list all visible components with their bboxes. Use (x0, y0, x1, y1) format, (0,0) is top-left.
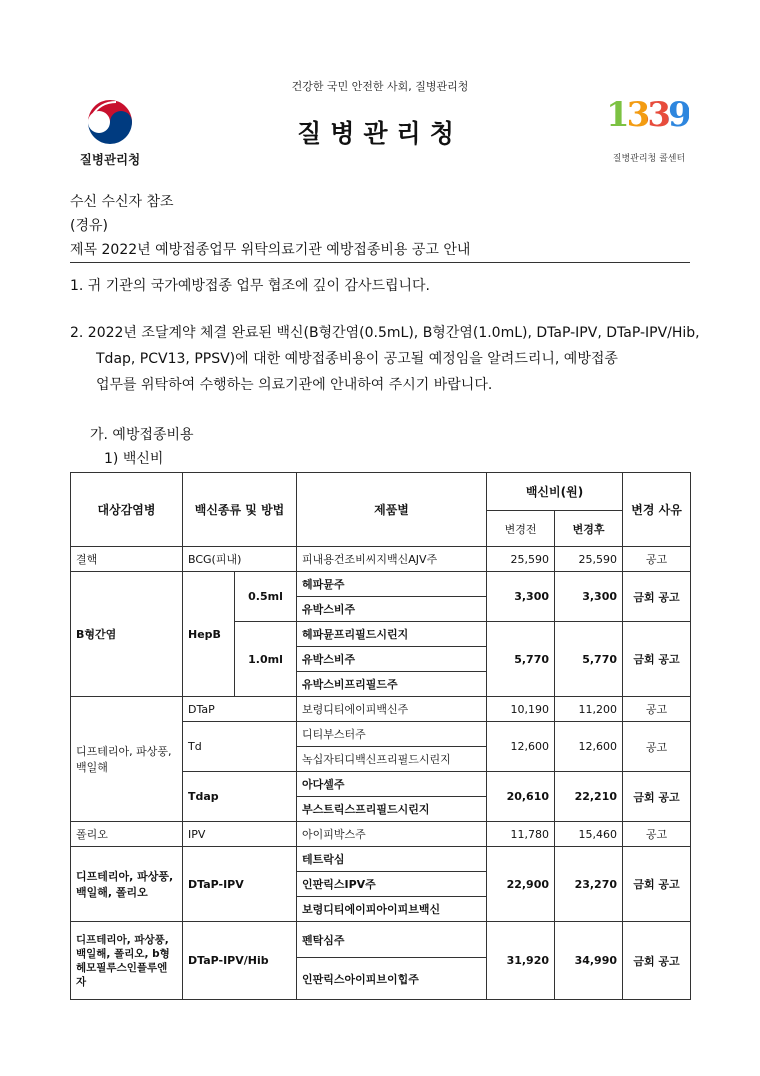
section-ga: 가. 예방접종비용 (90, 427, 194, 443)
hepb-10-before: 5,770 (487, 622, 555, 697)
bcg-reason: 공고 (623, 547, 691, 572)
dtapipv-disease: 디프테리아, 파상풍, 백일해, 폴리오 (71, 847, 183, 922)
tdap-product: 부스트릭스프리필드시린지 (297, 797, 487, 822)
bcg-before: 25,590 (487, 547, 555, 572)
hepb-05-reason: 금회 공고 (623, 572, 691, 622)
hepb-05-product: 헤파뮨주 (297, 572, 487, 597)
header-vaccine-type: 백신종류 및 방법 (183, 473, 297, 547)
tdap-type: Tdap (183, 772, 297, 822)
paragraph-2-line-2: Tdap, PCV13, PPSV)에 대한 예방접종비용이 공고될 예정임을 알려드리니, 예방접종 (96, 351, 618, 367)
subject-line: 제목 2022년 예방접종업무 위탁의료기관 예방접종비용 공고 안내 (70, 242, 471, 258)
hepb-disease: B형간염 (71, 572, 183, 697)
dtapipv-reason: 금회 공고 (623, 847, 691, 922)
bcg-product: 피내용건조비씨지백신AJV주 (297, 547, 487, 572)
call-center-label: 질병관리청 콜센터 (612, 154, 686, 164)
hexa-type: DTaP-IPV/Hib (183, 922, 297, 1000)
hexa-product: 인판릭스아이피브이힙주 (297, 958, 487, 1000)
tdap-reason: 금회 공고 (623, 772, 691, 822)
bcg-after: 25,590 (555, 547, 623, 572)
dtapipv-after: 23,270 (555, 847, 623, 922)
dtap-before: 10,190 (487, 697, 555, 722)
call-center-number: 1339 (606, 95, 689, 135)
hepb-dose-05: 0.5ml (235, 572, 297, 622)
polio-before: 11,780 (487, 822, 555, 847)
td-product: 녹십자티디백신프리필드시린지 (297, 747, 487, 772)
paragraph-1: 1. 귀 기관의 국가예방접종 업무 협조에 깊이 감사드립니다. (70, 278, 431, 294)
header-cost: 백신비(원) (487, 473, 623, 511)
via-line: (경유) (70, 218, 108, 234)
hexa-product: 펜탁심주 (297, 922, 487, 958)
hexa-disease: 디프테리아, 파상풍, 백일해, 폴리오, b형헤모필루스인플루엔자 (71, 922, 183, 1000)
dtp-disease: 디프테리아, 파상풍, 백일해 (71, 697, 183, 822)
hepb-05-product: 유박스비주 (297, 597, 487, 622)
recipient-line: 수신 수신자 참조 (70, 194, 174, 210)
header-before: 변경전 (487, 511, 555, 547)
hepb-10-product: 헤파뮨프리필드시린지 (297, 622, 487, 647)
hepb-10-reason: 금회 공고 (623, 622, 691, 697)
hepb-type: HepB (183, 572, 235, 697)
hepb-05-after: 3,300 (555, 572, 623, 622)
sub-section-1: 1) 백신비 (104, 451, 164, 467)
bcg-disease: 결핵 (71, 547, 183, 572)
paragraph-2-line-3: 업무를 위탁하여 수행하는 의료기관에 안내하여 주시기 바랍니다. (96, 377, 493, 393)
dtapipv-product: 인판릭스IPV주 (297, 872, 487, 897)
paragraph-2-line-1: 2. 2022년 조달계약 체결 완료된 백신(B형간염(0.5mL), B형간염(1.0mL), DTaP-IPV, DTaP-IPV/Hib, (70, 325, 700, 341)
td-product: 디티부스터주 (297, 722, 487, 747)
tdap-product: 아다셀주 (297, 772, 487, 797)
hexa-after: 34,990 (555, 922, 623, 1000)
call-center-logo (604, 95, 694, 170)
header-product: 제품별 (297, 473, 487, 547)
tdap-before: 20,610 (487, 772, 555, 822)
td-type: Td (183, 722, 297, 772)
dtapipv-product: 테트락심 (297, 847, 487, 872)
org-title: 질병관리청 (297, 119, 463, 148)
dtapipv-product: 보령디티에이피아이피브백신 (297, 897, 487, 922)
td-after: 12,600 (555, 722, 623, 772)
slogan: 건강한 국민 안전한 사회, 질병관리청 (291, 80, 469, 93)
td-before: 12,600 (487, 722, 555, 772)
hepb-dose-10: 1.0ml (235, 622, 297, 697)
hepb-10-after: 5,770 (555, 622, 623, 697)
header-reason: 변경 사유 (623, 473, 691, 547)
bcg-type: BCG(피내) (183, 547, 297, 572)
polio-disease: 폴리오 (71, 822, 183, 847)
polio-product: 아이피박스주 (297, 822, 487, 847)
hepb-10-product: 유박스비프리필드주 (297, 672, 487, 697)
hepb-10-product: 유박스비주 (297, 647, 487, 672)
header-disease: 대상감염병 (71, 473, 183, 547)
hepb-05-before: 3,300 (487, 572, 555, 622)
dtap-reason: 공고 (623, 697, 691, 722)
polio-after: 15,460 (555, 822, 623, 847)
hexa-reason: 금회 공고 (623, 922, 691, 1000)
header-after: 변경후 (555, 511, 623, 547)
logo-left-label: 질병관리청 (79, 152, 141, 167)
hexa-before: 31,920 (487, 922, 555, 1000)
td-reason: 공고 (623, 722, 691, 772)
tdap-after: 22,210 (555, 772, 623, 822)
header-divider (70, 262, 690, 263)
dtap-type: DTaP (183, 697, 297, 722)
dtapipv-before: 22,900 (487, 847, 555, 922)
polio-type: IPV (183, 822, 297, 847)
polio-reason: 공고 (623, 822, 691, 847)
dtapipv-type: DTaP-IPV (183, 847, 297, 922)
vaccine-cost-table (70, 472, 691, 1000)
dtap-product: 보령디티에이피백신주 (297, 697, 487, 722)
dtap-after: 11,200 (555, 697, 623, 722)
